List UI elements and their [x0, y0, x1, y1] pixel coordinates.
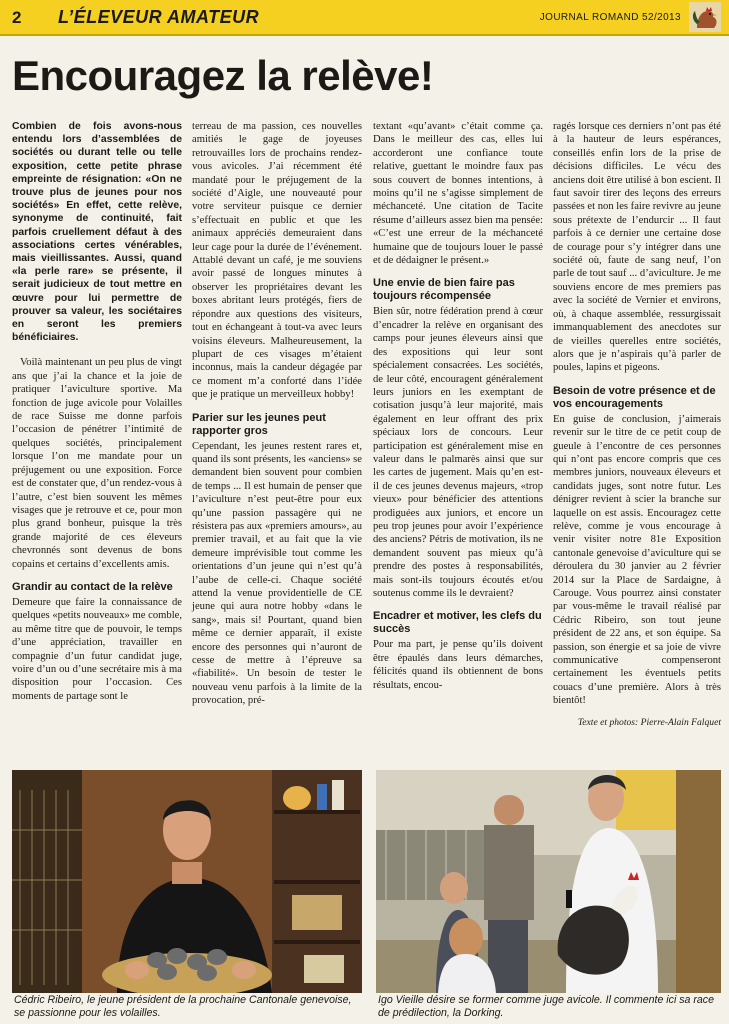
paragraph: Demeure que faire la connaissance de quelques «petits nouveaux» me comble, au même titre que de pouvoir, le temps d’une appréciation, travailler en compagnie d’un futur candidat juge, voire d’un ou d’une secrétaire mis à ma disposition pour l’occasion. Ces moments de partage sont le [12, 596, 182, 702]
subheading: Grandir au contact de la relève [12, 580, 173, 593]
photo-caption-left: Cédric Ribeiro, le jeune président de la prochaine Cantonale genevoise, se passionne pour les volailles. [14, 994, 352, 1019]
photo-president-with-chicks [12, 770, 362, 993]
paragraph: Bien sûr, notre fédération prend à cœur d’encadrer la relève en organisant des camps pour jeunes éleveurs ainsi que des expositions qui leur sont spécialement consacrées. Les sociétés, de leur côté, encouragent généralement leurs juniors en les exemptant de cotisation jusqu’à leur majorité, mais également en leur offrant des prix spéciaux lors de concours. Leur participation est généralement mise en valeur dans le palmarès ainsi que sur les cartes de jugement. Mais qu’en est-il de ces jeunes devenus majeurs, «trop vieux» pour bénéficier des attentions prodiguées aux juniors, et encore un peu trop jeunes pour avoir l’expérience des anciens? Pétris de motivation, ils ne demandent souvent pas mieux qu’à prendre des postes à responsabilités, mais sont-ils toujours écoutés et/ou soutenus comme ils le devraient? [373, 306, 543, 599]
paragraph: terreau de ma passion, ces nouvelles amitiés le gage de joyeuses retrouvailles lors de prochains rendez-vous avicoles. J’ai récemment été mandaté pour le préjugement de la société d’Aigle, une nouveauté pour votre serviteur puisque ce dernier s’effectuait en public et que les animaux appréciés demeuraient dans leur cage pour la durée de l’événement. Attablé devant un café, je me souviens avoir passé de longues minutes à observer les propriétaires devant les boxes abritant leurs protégés, fiers de répondre aux questions des visiteurs, tout en échangeant à tout-va avec leurs voisins éleveurs. Malheureusement, la plupart de ces visages m’étaient inconnus, mais la candeur dégagée par ce moment m’a conforté dans l’idée que je pratique un merveilleux hobby! [192, 121, 362, 401]
photo-image [12, 770, 362, 993]
article-column-4 [553, 120, 721, 729]
article-headline: Encouragez la relève! [12, 52, 434, 99]
photo-judge-with-rooster [376, 770, 721, 993]
article-column-3 [373, 120, 543, 700]
paragraph: Voilà maintenant un peu plus de vingt ans que j’ai la chance et la joie de pratiquer l’aviculture sportive. Ma fonction de juge avicole pour Volailles de race Suisse me donne parfois l’occasion de pénétrer l’intimité de quelques sociétés, principalement lorsque l’on me mandate pour un préjugement ou une exposition. Force est de constater que, d’un rendez-vous à l’autre, c’est bien souvent les mêmes visages que je retrouve et ce, pour mon plus grand bonheur, puisque la très grande majorité de ces éleveurs chevronnés sont devenus de bons copains et certains d’excellents amis. [12, 357, 182, 570]
paragraph: textant «qu’avant» c’était comme ça. Dans le meilleur des cas, elles lui accorderont une confiance toute relative, guettant le moindre faux pas sous couvert de bonnes intentions, à moins qu’il ne s’agisse simplement de méchanceté. Une citation de Tacite résume d’ailleurs assez bien ma pensée: «C’est une erreur de la méchanceté humaine que de toujours louer le passé et de dédaigner le présent.» [373, 121, 543, 267]
paragraph: Pour ma part, je pense qu’ils doivent être épaulés dans leurs démarches, félicités quand ils obtiennent de bons résultats, encou- [373, 639, 543, 691]
article-lead: Combien de fois avons-nous entendu lors d’assemblées de sociétés ou durant telle ou telle exposition, cette petite phrase empreinte de résignation: «On ne trouve plus de jeunes pour nos sociétés» En effet, cette relève, synonyme de continuité, fait parfois cruellement défaut à des associations certes vénérables, mais vieillissantes. Aussi, quand «la perle rare» se présente, il serait judicieux de tout mettre en œuvre pour lui permettre de prouver sa valeur, les sociétaires en seront les premiers bénéficiaires. [12, 121, 182, 344]
subheading: Une envie de bien faire pas toujours récompensée [373, 277, 515, 303]
page-number: 2 [12, 8, 22, 27]
article-column-1 [12, 120, 182, 711]
journal-issue: JOURNAL ROMAND 52/2013 [539, 12, 681, 23]
photo-credit: Texte et photos: Pierre-Alain Falquet [577, 716, 721, 728]
subheading: Besoin de votre présence et de vos encouragements [553, 384, 716, 410]
paragraph: Cependant, les jeunes restent rares et, quand ils sont présents, les «anciens» se demandent bien souvent pour combien de temps ... Il est humain de penser que l’aviculture n’est peut-être pour eux qu’une passion passagère qui ne résistera pas aux «premiers amours», au premier travail, et au fait que la vie demeure imprévisible tout comme les orientations d’un jeune qui n’est qu’à l’aube de celle-ci. Chaque société attend la venue providentielle de CE jeune qui aura notre hobby «dans le sang», mais si! Pourtant, quand bien même ce dernier apparaît, il existe encore des personnes qui n’auront de cesse de mettre à l’épreuve sa «fiabilité». Un besoin de tester le nouveau venu parfois à la limite de la provocation, pré- [192, 440, 362, 707]
photo-image [376, 770, 721, 993]
photo-caption-right: Igo Vieille désire se former comme juge avicole. Il commente ici sa race de prédilection, la Dorking. [378, 994, 714, 1019]
subheading: Parier sur les jeunes peut rapporter gros [192, 411, 326, 437]
rooster-logo-icon [689, 2, 721, 32]
paragraph: En guise de conclusion, j’aimerais revenir sur le titre de ce petit coup de gueule à l’encontre de ces personnes qui n’ont pas encore compris que ces membres juniors, nouveaux éleveurs et candidats juges, sont notre futur. Les dénigrer revient à scier la branche sur laquelle on est assis. Encouragez cette relève, comme je vous encourage à venir visiter notre 81e Exposition cantonale genevoise d’aviculture qui se déroulera du 30 janvier au 2 février 2014 sur la Place de Sardaigne, à Carouge. Vous pourrez ainsi constater par vous-même le travail réalisé par Cédric Ribeiro, son tout jeune président de 22 ans, et son équipe. Sa passion, son énergie et sa joie de vivre communicative compenseront certainement les éventuels petits couacs d’une première. Alors à très bientôt! [553, 413, 721, 707]
header-bar [0, 0, 729, 36]
subheading: Encadrer et motiver, les clefs du succès [373, 610, 542, 636]
paragraph: ragés lorsque ces derniers n’ont pas été à la hauteur de leurs espérances, conseillés enfin lors de la prise de décisions difficiles. Le vécu des anciens doit être utilisé à bon escient. Il faut savoir tirer des leçons des erreurs passées et non les faire revivre au jeune sous prétexte de l’endurcir ... Il faut parfois à ce dernier une certaine dose de courage pour s’y intégrer dans une société où, faute de sang neuf, l’on parle de tout sauf ... d’aviculture. Je me souviens encore de mes premiers pas avec la société de Vernier et environs, où, à chaque assemblée, ressurgissait immanquablement des anecdotes sur de vieilles querelles entre sociétés, alors que je n’aspirais qu’à parler de poules, lapins et pigeons. [553, 121, 721, 374]
article-column-2 [192, 120, 362, 716]
section-title: L’ÉLEVEUR AMATEUR [58, 7, 260, 27]
